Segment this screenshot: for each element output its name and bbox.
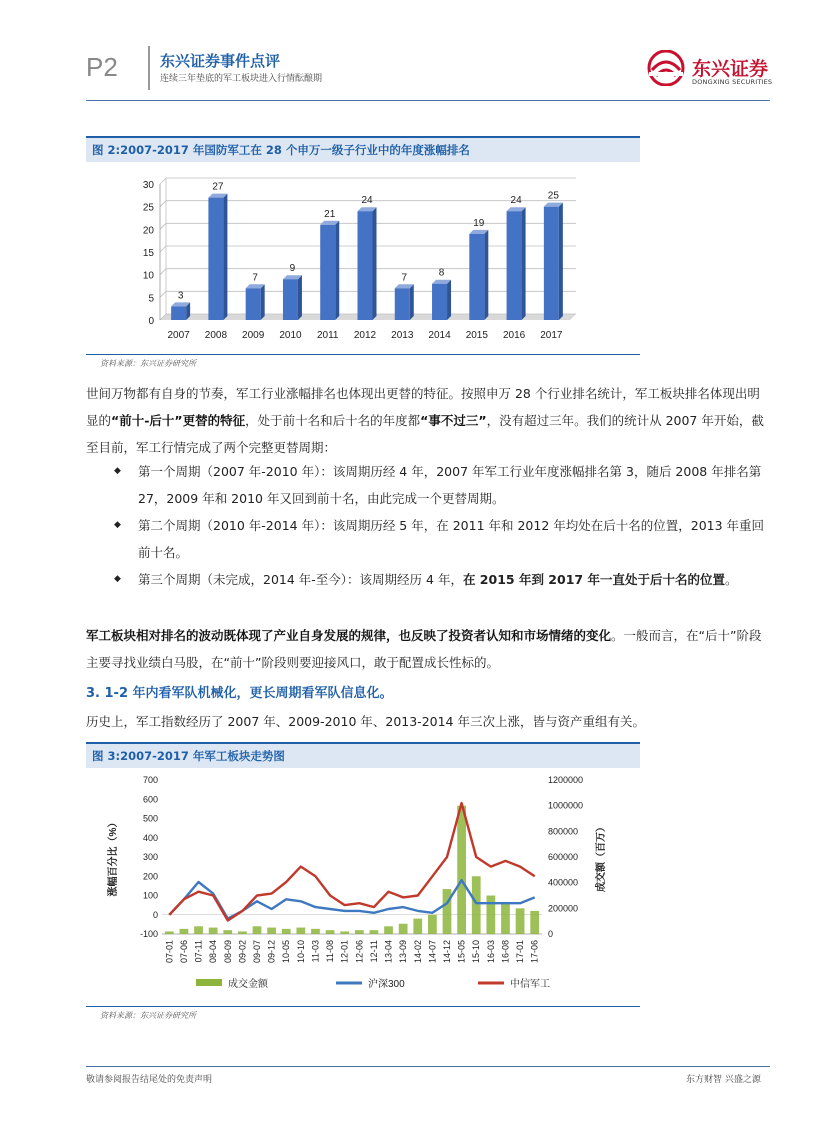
chart1-bar [507, 211, 522, 320]
chart2-volume-bar [355, 930, 364, 934]
paragraph-2 [86, 622, 770, 676]
chart2-x-tick-label: 07-11 [193, 940, 204, 963]
chart2-volume-bar [486, 896, 495, 935]
chart1-data-label: 3 [177, 290, 184, 302]
chart1-y-tick-label: 20 [142, 225, 154, 237]
header-divider [148, 46, 150, 90]
chart2-y-tick-label: 500 [142, 813, 158, 824]
chart2-y2-tick-label: 0 [548, 929, 554, 939]
figure3-bottom-rule [86, 1006, 640, 1007]
chart2-x-tick-label: 09-02 [237, 940, 248, 964]
chart2-y2-tick-label: 600000 [548, 852, 579, 862]
chart2-y-tick-label: 600 [142, 794, 158, 805]
paragraph-1 [86, 380, 770, 461]
chart1-x-tick-label: 2015 [465, 330, 488, 341]
chart2-y-tick-label: 700 [142, 775, 158, 785]
chart2-x-tick-label: 17-01 [515, 940, 526, 964]
chart2-volume-bar [282, 929, 291, 934]
bullet-diamond-icon: ◆ [114, 466, 121, 476]
chart1-bar [246, 288, 261, 320]
chart1-bar [432, 284, 447, 320]
chart1-data-label: 24 [361, 195, 373, 207]
chart1-data-label: 27 [212, 181, 224, 193]
chart2-y2-tick-label: 800000 [548, 826, 579, 837]
chart2-y-tick-label: 0 [152, 909, 158, 920]
p1-bold-2: “事不过三” [420, 413, 487, 428]
bullet3-end: 。 [724, 572, 738, 587]
chart2-x-tick-label: 13-04 [383, 940, 394, 964]
chart2-y-tick-label: 400 [142, 832, 158, 843]
chart1-x-tick-label: 2017 [540, 330, 563, 341]
chart1-x-tick-label: 2007 [167, 330, 190, 341]
chart2-x-tick-label: 09-12 [266, 940, 277, 964]
chart1-gridline-side [160, 178, 166, 184]
section-heading: 3. 1-2 年内看军队机械化，更长周期看军队信息化。 [86, 686, 393, 701]
chart1-bar [283, 279, 298, 320]
chart2-volume-bar [516, 908, 525, 934]
chart2-y2-tick-label: 1000000 [548, 800, 584, 811]
p2-text: 。一般而言，在“后十”阶段主要寻找业绩白马股，在“前十”阶段则要迎接风口，敢于配置成长性标的。 [86, 628, 762, 670]
chart1-data-label: 7 [401, 272, 408, 284]
figure2-title-bar [86, 136, 640, 162]
chart2-volume-bar [457, 806, 466, 934]
chart1-y-tick-label: 15 [142, 248, 154, 259]
chart2-x-tick-label: 07-01 [164, 940, 175, 964]
p2-bold: 军工板块相对排名的波动既体现了产业自身发展的规律，也反映了投资者认知和市场情绪的变化 [86, 628, 612, 643]
p1-text-end: ，没有超过三年。我们的统计从 2007 年开始，截至目前，军工行情完成了两个完整更替周期： [86, 413, 764, 455]
chart1-bar-side [335, 221, 339, 320]
chart2-x-tick-label: 08-04 [208, 940, 219, 964]
chart2-x-tick-label: 15-10 [471, 940, 482, 964]
figure3-title: 图 3:2007-2017 年军工板块走势图 [92, 749, 285, 763]
figure2-source: 资料来源：东兴证券研究所 [100, 359, 196, 368]
chart1-gridline-side [160, 201, 166, 207]
chart2-volume-bar [296, 928, 305, 934]
chart1-x-tick-label: 2010 [279, 330, 302, 341]
chart1-data-label: 7 [252, 272, 258, 284]
chart1-data-label: 19 [473, 217, 485, 229]
footer-slogan: 东方财智 兴盛之源 [686, 1075, 761, 1085]
chart1-bar [171, 306, 186, 320]
chart2-x-tick-label: 12-01 [339, 940, 350, 964]
chart1-bar-side [522, 207, 526, 320]
chart1-bar [208, 198, 223, 320]
chart2-volume-bar [326, 930, 335, 934]
chart2-volume-bar [311, 929, 320, 934]
chart2-volume-bar [530, 911, 539, 934]
report-series-title: 东兴证券事件点评 [160, 52, 281, 70]
chart2-x-tick-label: 07-06 [178, 940, 189, 964]
chart2-x-tick-label: 16-03 [485, 940, 496, 964]
chart1-x-tick-label: 2011 [316, 330, 339, 341]
chart1-bar [544, 207, 559, 320]
chart1-bar-side [261, 284, 265, 320]
chart2-volume-bar [340, 931, 349, 934]
p1-text: 世间万物都有自身的节奏，军工行业涨幅排名也体现出更替的特征。按照申万 28 个行业排名统计，军工板块排名体现出明显的 [86, 386, 760, 428]
chart1-bar-side [559, 203, 563, 320]
chart2-volume-bar [384, 926, 393, 934]
figure2-title: 图 2:2007-2017 年国防军工在 28 个申万一级子行业中的年度涨幅排名 [92, 143, 470, 157]
chart1-data-label: 24 [510, 195, 522, 207]
chart2-x-tick-label: 13-09 [398, 940, 409, 964]
footer-disclaimer: 敬请参阅报告结尾处的免责声明 [86, 1075, 213, 1085]
chart2-x-tick-label: 10-05 [281, 940, 292, 964]
chart2-y-tick-label: -100 [139, 929, 158, 939]
chart2-volume-bar [399, 924, 408, 934]
chart1-x-tick-label: 2013 [391, 330, 414, 341]
chart2-volume-bar [472, 876, 481, 934]
chart2-legend-label: 沪深300 [368, 979, 405, 990]
header-rule [86, 100, 770, 101]
figure2-bottom-rule [86, 354, 640, 355]
chart1-y-tick-label: 5 [148, 293, 154, 305]
chart1-data-label: 9 [289, 263, 296, 275]
chart2-x-tick-label: 08-09 [222, 940, 233, 964]
chart1-bar [320, 225, 335, 320]
chart2-volume-bar [209, 928, 218, 934]
figure2-bar-chart [130, 170, 590, 350]
chart2-volume-bar [428, 915, 437, 934]
figure3-title-bar [86, 742, 640, 768]
chart1-gridline-side [160, 291, 166, 297]
dongxing-logo-icon [646, 50, 690, 86]
chart2-x-tick-label: 12-11 [368, 940, 379, 963]
chart1-bar [469, 234, 484, 320]
chart1-bar-side [373, 207, 377, 320]
chart1-gridline-side [160, 246, 166, 252]
figure3-source: 资料来源：东兴证券研究所 [100, 1011, 196, 1020]
chart2-volume-bar [180, 929, 189, 934]
chart2-x-tick-label: 10-10 [295, 940, 306, 964]
bullet3-text: 第三个周期（未完成，2014 年-至今）：该周期经历 4 年， [138, 572, 463, 587]
chart1-data-label: 21 [324, 208, 336, 220]
chart1-bar-side [410, 284, 414, 320]
bullet-2: 第二个周期（2010 年-2014 年）：该周期历经 5 年，在 2011 年和 2012 年均处在后十名的位置，2013 年重回前十名。 [138, 518, 765, 560]
chart1-y-tick-label: 0 [148, 316, 154, 327]
chart1-bar [358, 211, 373, 320]
bullet-diamond-icon: ◆ [114, 520, 121, 530]
chart2-volume-bar [253, 926, 262, 934]
footer-rule [86, 1066, 770, 1067]
chart1-bar [395, 288, 410, 320]
chart2-volume-bar [501, 902, 510, 934]
chart2-volume-bar [413, 919, 422, 934]
logo-text-cn: 东兴证券 [692, 58, 769, 80]
chart1-x-tick-label: 2008 [204, 330, 228, 341]
chart2-legend-label: 成交金额 [228, 979, 268, 990]
chart2-x-tick-label: 15-05 [456, 940, 467, 964]
bullet-3 [138, 566, 770, 593]
chart1-data-label: 25 [547, 190, 559, 202]
chart2-x-tick-label: 17-06 [529, 940, 540, 964]
chart2-x-tick-label: 09-07 [252, 940, 262, 964]
chart2-x-tick-label: 16-08 [500, 940, 511, 964]
p1-bold-1: “前十-后十”更替的特征 [111, 413, 246, 428]
bullet3-bold: 在 2015 年到 2017 年一直处于后十名的位置 [462, 572, 725, 587]
chart1-gridline-side [160, 223, 166, 229]
chart2-volume-bar [194, 926, 203, 934]
chart1-data-label: 8 [438, 267, 445, 279]
chart2-x-tick-label: 11-08 [325, 940, 336, 963]
chart2-x-tick-label: 11-03 [310, 940, 321, 963]
chart1-gridline-side [160, 269, 166, 275]
chart2-y2-axis-label: 成交额（百万） [596, 822, 607, 892]
chart1-x-tick-label: 2009 [242, 330, 265, 341]
chart1-y-tick-label: 30 [142, 180, 154, 191]
chart1-bar-side [298, 275, 302, 320]
chart1-x-tick-label: 2012 [353, 330, 377, 341]
chart2-x-tick-label: 14-02 [412, 940, 423, 964]
chart2-y-tick-label: 100 [142, 890, 158, 901]
bullet-diamond-icon: ◆ [114, 574, 121, 584]
bullet-1: 第一个周期（2007 年-2010 年）：该周期历经 4 年，2007 年军工行业年度涨幅排名第 3，随后 2008 年排名第 27，2009 年和 2010 年又回到前十名，由此完成一个更替周期。 [138, 464, 762, 506]
chart2-legend-swatch-volume [196, 979, 222, 986]
chart2-y2-tick-label: 1200000 [548, 775, 584, 785]
chart2-y-tick-label: 200 [142, 871, 158, 882]
chart2-x-tick-label: 14-12 [442, 940, 452, 964]
chart1-x-tick-label: 2016 [502, 330, 526, 341]
chart2-volume-bar [238, 931, 247, 934]
chart2-volume-bar [267, 928, 276, 934]
chart2-x-tick-label: 14-07 [427, 940, 438, 964]
logo-text-en: DONGXING SECURITIES [692, 78, 773, 86]
chart2-y-axis-label: 涨幅百分比（%） [108, 817, 119, 897]
figure3-line-chart [86, 770, 640, 1002]
chart1-bar-side [484, 230, 488, 320]
chart1-bar-side [447, 280, 451, 320]
chart2-y2-tick-label: 200000 [548, 903, 579, 914]
chart2-volume-bar [370, 930, 379, 934]
chart2-volume-bar [165, 931, 174, 934]
chart1-bar-side [223, 194, 227, 320]
chart1-y-tick-label: 25 [142, 202, 154, 214]
p1-text-mid: ，处于前十名和后十名的年度都 [245, 413, 421, 428]
paragraph-3: 历史上，军工指数经历了 2007 年、2009-2010 年、2013-2014 年三次上涨，皆与资产重组有关。 [86, 714, 645, 729]
chart2-y-tick-label: 300 [142, 852, 158, 862]
chart1-x-tick-label: 2014 [428, 330, 451, 341]
page-number: P2 [86, 52, 118, 82]
report-subtitle: 连续三年垫底的军工板块进入行情酝酿期 [160, 74, 323, 84]
chart2-volume-bar [443, 889, 452, 934]
chart2-y2-tick-label: 400000 [548, 877, 579, 888]
chart1-y-tick-label: 10 [142, 270, 154, 282]
chart2-x-tick-label: 12-06 [354, 940, 365, 964]
chart2-legend-label: 中信军工 [510, 979, 550, 990]
chart2-volume-bar [223, 930, 232, 934]
